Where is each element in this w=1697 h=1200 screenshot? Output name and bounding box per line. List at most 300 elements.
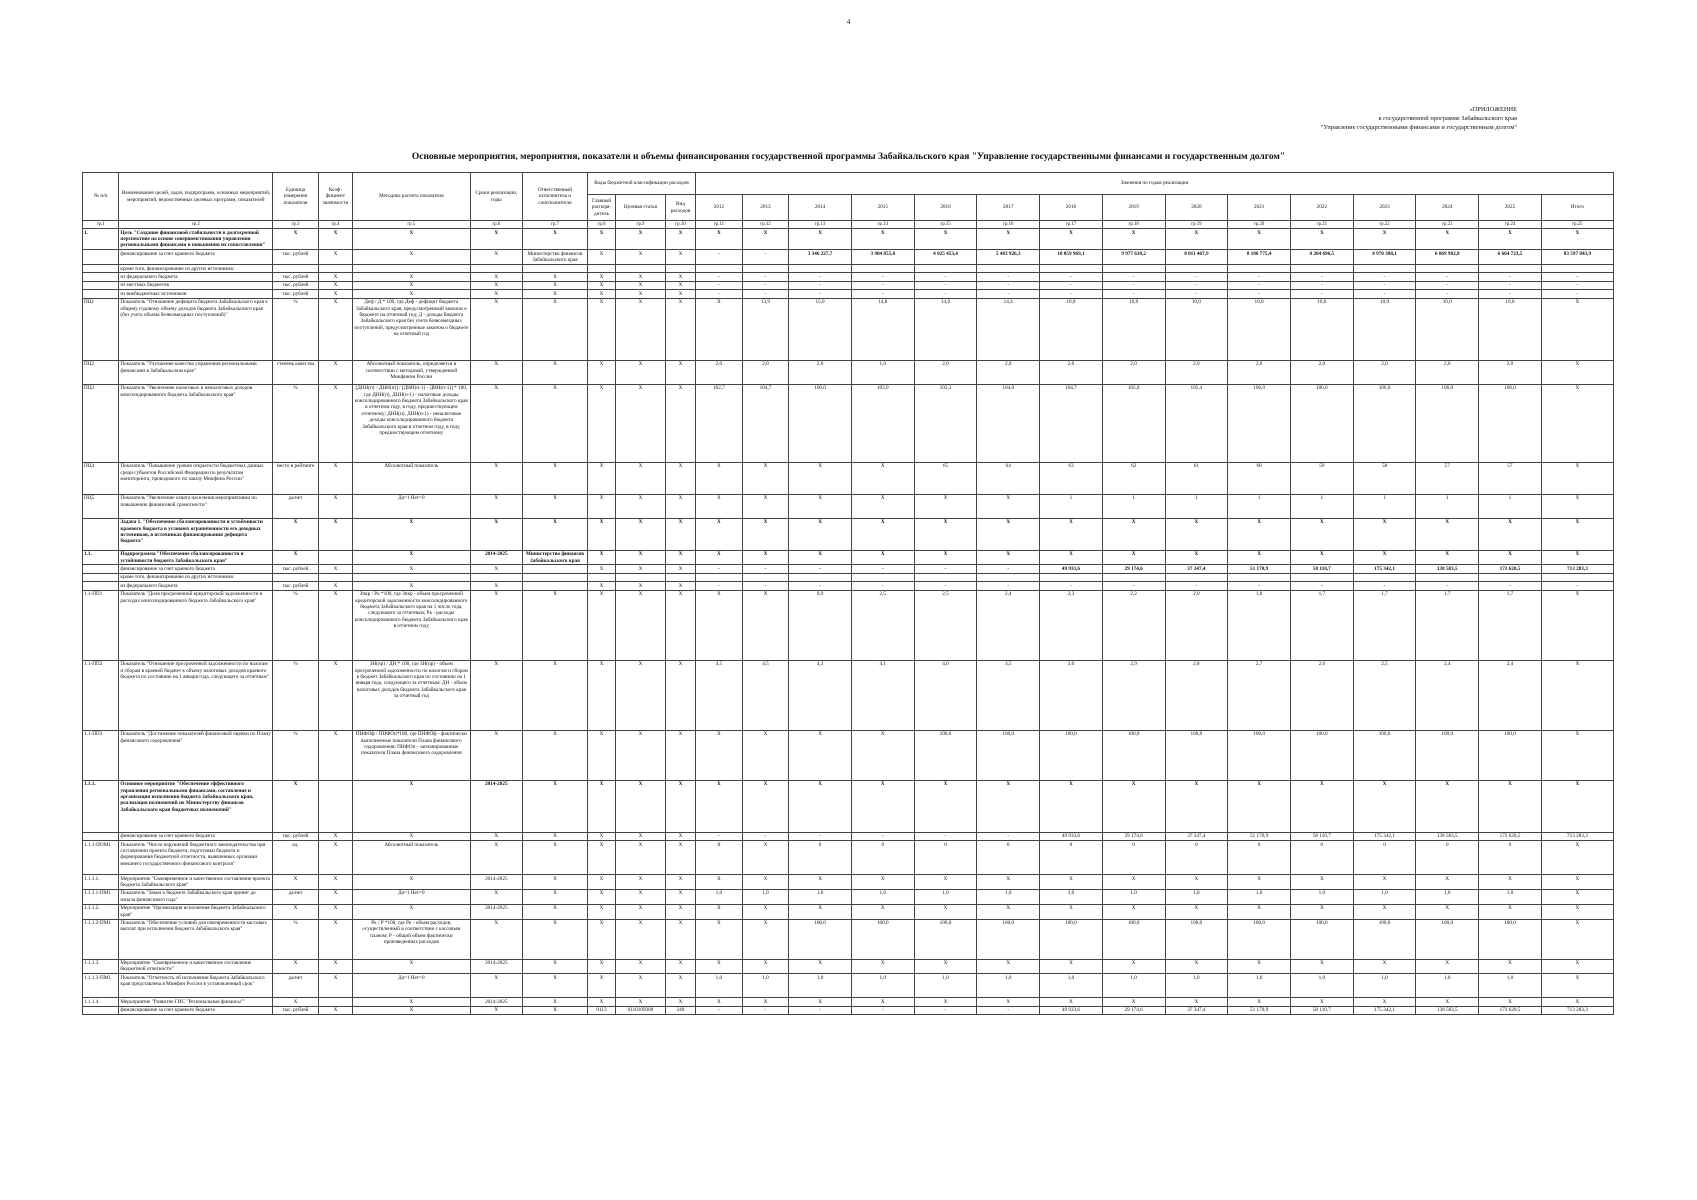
row-value-cell: 58 110,7 [1290, 832, 1353, 840]
row-value-cell: X [977, 780, 1040, 832]
row-coef-cell [318, 998, 352, 1006]
row-value-cell: 103,9 [851, 384, 914, 462]
row-value-cell: 37 347,4 [1165, 1006, 1228, 1014]
row-value-cell: X [851, 550, 914, 565]
row-coef-cell [318, 780, 352, 832]
row-value-cell: 0 [1228, 841, 1291, 875]
row-value-cell: 1 [1165, 494, 1228, 518]
row-value-cell: 100,0 [977, 730, 1040, 780]
row-value-cell: X [696, 919, 743, 959]
row-code-cell: X [665, 919, 695, 959]
row-terms-cell: X [470, 590, 523, 660]
row-value-cell: X [1353, 780, 1416, 832]
row-value-cell: X [1541, 780, 1613, 832]
row-value-cell: X [1040, 998, 1103, 1006]
row-value-cell: 1,0 [1416, 974, 1479, 998]
row-value-cell: 14,6 [914, 298, 977, 360]
row-code-cell: X [587, 875, 615, 890]
row-code-cell: X [616, 273, 666, 281]
row-code-cell: X [616, 290, 666, 298]
row-value-cell: X [789, 550, 852, 565]
row-value-cell: - [742, 250, 789, 265]
row-responsible-cell: X [523, 660, 588, 730]
row-value-cell: X [851, 904, 914, 919]
row-code-cell: X [616, 841, 666, 875]
row-responsible-cell: X [523, 780, 588, 832]
row-value-cell: X [1290, 959, 1353, 974]
row-coef-cell: X [318, 565, 352, 573]
row-value-cell: 8 204 696,5 [1290, 250, 1353, 265]
row-code-cell: X [587, 959, 615, 974]
row-value-cell: X [789, 998, 852, 1006]
header-responsible: Ответственный исполнитель и соисполнители [523, 173, 588, 221]
row-terms-cell: X [470, 841, 523, 875]
row-value-cell: - [851, 273, 914, 281]
row-value-cell: 0 [851, 841, 914, 875]
header-year: 2022 [1290, 195, 1353, 221]
row-value-cell: - [1165, 281, 1228, 289]
header-year: 2019 [1102, 195, 1165, 221]
row-value-cell: 49 933,6 [1040, 565, 1103, 573]
row-value-cell: X [1353, 229, 1416, 250]
row-terms-cell: X [470, 250, 523, 265]
row-value-cell [1040, 573, 1103, 581]
row-value-cell: X [1102, 550, 1165, 565]
appendix-line: «ПРИЛОЖЕНИЕ [1469, 106, 1517, 113]
row-value-cell [696, 265, 743, 273]
row-coef-cell: X [318, 250, 352, 265]
row-method-cell: X [353, 290, 470, 298]
row-value-cell: X [1228, 550, 1291, 565]
row-value-cell: - [742, 290, 789, 298]
row-terms-cell: X [470, 518, 523, 550]
row-code-cell: X [587, 462, 615, 494]
row-value-cell: - [1353, 273, 1416, 281]
row-value-cell: 29 174,6 [1102, 832, 1165, 840]
row-responsible-cell: X [523, 841, 588, 875]
row-name-cell: из внебюджетных источников [119, 290, 273, 298]
row-method-cell: X [353, 281, 470, 289]
header-codes: Коды бюджетной классификации расходов [587, 173, 695, 195]
row-value-cell: X [696, 550, 743, 565]
row-value-cell: - [1165, 290, 1228, 298]
row-value-cell: 1,0 [1040, 889, 1103, 904]
group-number-cell: гр.12 [742, 221, 789, 229]
row-name-cell: Мероприятие "Своевременное и качественное составление бюджетной отчетности" [119, 959, 273, 974]
row-value-cell: 175 342,1 [1353, 565, 1416, 573]
group-number-cell: гр.18 [1102, 221, 1165, 229]
row-coef-cell: X [318, 384, 352, 462]
row-coef-cell: X [318, 1006, 352, 1014]
row-value-cell: 173 620,5 [1479, 1006, 1542, 1014]
row-value-cell: - [1416, 273, 1479, 281]
table-row [83, 730, 1614, 780]
header-values: Значения по годам реализации [696, 173, 1614, 195]
row-value-cell: 1,0 [742, 974, 789, 998]
row-coef-cell [318, 573, 352, 581]
row-value-cell: X [1228, 959, 1291, 974]
row-code-cell: X [665, 384, 695, 462]
row-value-cell: X [696, 998, 743, 1006]
row-coef-cell: X [318, 959, 352, 974]
row-value-cell: X [1541, 462, 1613, 494]
row-unit-cell: да/нет [273, 494, 319, 518]
group-number-cell: гр.21 [1290, 221, 1353, 229]
row-value-cell [1353, 265, 1416, 273]
row-value-cell: - [851, 565, 914, 573]
row-value-cell: 58 110,7 [1290, 1006, 1353, 1014]
row-value-cell: X [1290, 229, 1353, 250]
row-responsible-cell: X [523, 889, 588, 904]
row-name-cell: Мероприятие "Развитие ГИС "Региональные финансы"" [119, 998, 273, 1006]
appendix-line: "Управление государственными финансами и государственным долгом" [1320, 124, 1517, 131]
row-code-cell: X [616, 462, 666, 494]
row-value-cell: X [1479, 959, 1542, 974]
table-row [83, 518, 1614, 550]
row-value-cell: - [977, 273, 1040, 281]
row-value-cell: 138 583,5 [1416, 832, 1479, 840]
row-value-cell: 49 933,6 [1040, 1006, 1103, 1014]
row-value-cell: 4,5 [696, 660, 743, 730]
row-code-cell [587, 265, 615, 273]
row-value-cell: 100,0 [1102, 730, 1165, 780]
row-value-cell: X [1040, 229, 1103, 250]
row-value-cell: X [914, 959, 977, 974]
group-number-cell: гр.5 [353, 221, 470, 229]
header-terms: Сроки реализации, годы [470, 173, 523, 221]
group-number-cell: гр.7 [523, 221, 588, 229]
row-value-cell: X [914, 229, 977, 250]
row-value-cell: X [977, 959, 1040, 974]
row-value-cell: 175 342,1 [1353, 832, 1416, 840]
row-value-cell: 10,0 [1040, 298, 1103, 360]
row-code-cell: X [616, 518, 666, 550]
row-value-cell: 104,7 [742, 384, 789, 462]
table-row [83, 384, 1614, 462]
row-code-cell: X [616, 875, 666, 890]
row-unit-cell: тыс. рублей [273, 832, 319, 840]
row-method-cell: X [353, 959, 470, 974]
row-value-cell: X [1102, 998, 1165, 1006]
row-value-cell: - [696, 290, 743, 298]
row-value-cell: X [742, 462, 789, 494]
row-value-cell: 0,9 [789, 590, 852, 660]
row-value-cell: X [789, 730, 852, 780]
row-value-cell: X [914, 875, 977, 890]
row-value-cell: 106,0 [1228, 384, 1291, 462]
row-value-cell [977, 573, 1040, 581]
row-value-cell: X [1416, 780, 1479, 832]
row-value-cell: 2,5 [914, 590, 977, 660]
row-value-cell: 1,0 [1353, 889, 1416, 904]
header-num: № п/п [83, 173, 119, 221]
row-value-cell: 2,0 [1290, 360, 1353, 384]
row-number-cell: 1.1.1-ПОМ1 [83, 841, 119, 875]
row-value-cell [1479, 265, 1542, 273]
row-method-cell: X [353, 565, 470, 573]
row-code-cell: X [616, 780, 666, 832]
row-responsible-cell: X [523, 273, 588, 281]
row-code-cell: X [665, 998, 695, 1006]
document-title: Основные мероприятия, мероприятия, показатели и объемы финансирования государственной программы Забайкальского края "Управление государственными финансами и государственным долгом" [411, 152, 1286, 162]
row-value-cell: 51 170,9 [1228, 832, 1291, 840]
row-value-cell: 37 347,4 [1165, 565, 1228, 573]
table-row [83, 919, 1614, 959]
row-code-cell [665, 573, 695, 581]
row-responsible-cell: X [523, 832, 588, 840]
row-code-cell: X [587, 660, 615, 730]
row-number-cell: 1.1.1.3-ПМ1 [83, 974, 119, 998]
row-value-cell: X [1353, 998, 1416, 1006]
row-value-cell: 2,0 [1353, 360, 1416, 384]
row-value-cell: - [914, 281, 977, 289]
group-number-cell: гр.1 [83, 221, 119, 229]
row-value-cell: 83 597 843,9 [1541, 250, 1613, 265]
table-row [83, 590, 1614, 660]
table-row [83, 998, 1614, 1006]
row-method-cell [353, 573, 470, 581]
row-method-cell: [ДНН(п) - ДНН(п)] / [ДНН(п-1) - ДНН(п-1)] * 100, где ДНН(п), ДНН(п-1) - налоговые доходы консолидированного бюджета Забайкальского края в отчетном году, в году, предшествующем отчетному; ДНН(п), ДНН(п-1) - неналоговые доходы консолидированного бюджета Забайкальского края в отчетном году, в году, предшествующем отчетному [353, 384, 470, 462]
row-terms-cell: 2014-2025 [470, 904, 523, 919]
row-value-cell: X [1541, 660, 1613, 730]
row-terms-cell [470, 265, 523, 273]
row-responsible-cell: X [523, 959, 588, 974]
row-unit-cell: % [273, 730, 319, 780]
header-year: 2021 [1228, 195, 1291, 221]
row-value-cell: - [1353, 281, 1416, 289]
header-name: Наименование целей, задач, подпрограмм, основных мероприятий, мероприятий, ведомственных целевых программ, показателей [119, 173, 273, 221]
group-number-cell: гр.8 [587, 221, 615, 229]
header-year: 2013 [742, 195, 789, 221]
row-value-cell: - [851, 582, 914, 590]
row-value-cell: 138 583,5 [1416, 565, 1479, 573]
row-value-cell: X [1479, 904, 1542, 919]
row-value-cell: X [742, 919, 789, 959]
row-number-cell: 1.1.1.3. [83, 959, 119, 974]
row-number-cell [83, 832, 119, 840]
row-code-cell: X [616, 660, 666, 730]
row-value-cell: 2,5 [1353, 660, 1416, 730]
row-value-cell: - [851, 1006, 914, 1014]
row-name-cell: Мероприятие "Организация исполнения бюджета Забайкальского края" [119, 904, 273, 919]
row-method-cell: X [353, 250, 470, 265]
table-row [83, 550, 1614, 565]
row-value-cell: 64 [977, 462, 1040, 494]
row-value-cell: 1,0 [789, 889, 852, 904]
row-code-cell: X [587, 360, 615, 384]
row-value-cell: - [977, 582, 1040, 590]
row-terms-cell: 2014-2025 [470, 875, 523, 890]
row-value-cell: 1,0 [851, 360, 914, 384]
row-method-cell: X [353, 875, 470, 890]
row-unit-cell: степень качества [273, 360, 319, 384]
row-responsible-cell: X [523, 290, 588, 298]
row-value-cell: 1,7 [1290, 590, 1353, 660]
row-code-cell: X [616, 384, 666, 462]
row-method-cell: Деф / Д * 100, где Деф - дефицит бюджета Забайкальского края, предусмотренный законом о бюджете на отчетный год; Д - доходы бюджета Забайкальского края без учета безвозмездных поступлений, предусмотренные законом о бюджете на отчетный год [353, 298, 470, 360]
row-code-cell: X [616, 360, 666, 384]
row-value-cell: 1,0 [1416, 889, 1479, 904]
row-value-cell: 100,0 [914, 919, 977, 959]
row-value-cell: 1,0 [914, 889, 977, 904]
row-responsible-cell [523, 573, 588, 581]
row-responsible-cell: X [523, 518, 588, 550]
row-value-cell [789, 573, 852, 581]
row-value-cell: X [696, 904, 743, 919]
row-value-cell: X [789, 494, 852, 518]
row-code-cell: X [587, 229, 615, 250]
row-value-cell: 60 [1228, 462, 1291, 494]
row-value-cell: X [1541, 360, 1613, 384]
row-value-cell: X [1353, 959, 1416, 974]
row-value-cell: 2,4 [1479, 660, 1542, 730]
row-value-cell: X [1541, 875, 1613, 890]
row-value-cell [1165, 265, 1228, 273]
row-number-cell [83, 1006, 119, 1014]
table-row [83, 959, 1614, 974]
row-value-cell: X [789, 875, 852, 890]
row-code-cell: X [587, 919, 615, 959]
row-method-cell: Рк / Р *100, где Рк - объем расходов, осуществленный в соответствии с кассовым планом; Р - общий объем фактически произведенных расходов [353, 919, 470, 959]
row-value-cell [977, 265, 1040, 273]
row-value-cell [1290, 265, 1353, 273]
row-value-cell: X [1541, 904, 1613, 919]
row-number-cell: 1.1.1.2-ПМ1 [83, 919, 119, 959]
row-value-cell: 1,0 [789, 974, 852, 998]
row-value-cell: - [696, 565, 743, 573]
row-value-cell [1290, 573, 1353, 581]
row-code-cell: X [616, 590, 666, 660]
row-responsible-cell: X [523, 904, 588, 919]
row-coef-cell: X [318, 229, 352, 250]
row-value-cell: 2,2 [1102, 590, 1165, 660]
row-value-cell: - [977, 290, 1040, 298]
row-name-cell: Цель "Создание финансовой стабильности в долгосрочной перспективе на основе совершенствования управления региональными финансами и повышения их сопоставления" [119, 229, 273, 250]
row-value-cell: X [1040, 959, 1103, 974]
row-terms-cell: 2014-2025 [470, 550, 523, 565]
row-value-cell: - [789, 582, 852, 590]
row-coef-cell: X [318, 494, 352, 518]
row-code-cell: X [665, 875, 695, 890]
row-value-cell: 37 347,4 [1165, 832, 1228, 840]
row-value-cell: X [696, 462, 743, 494]
row-value-cell: X [1165, 229, 1228, 250]
row-value-cell: X [1541, 494, 1613, 518]
row-code-cell: X [587, 780, 615, 832]
row-code-cell: X [665, 550, 695, 565]
group-number-cell: гр.9 [616, 221, 666, 229]
header-code-main: Главный распоря-дитель [587, 195, 615, 221]
row-value-cell: X [1541, 889, 1613, 904]
row-code-cell: X [665, 229, 695, 250]
row-terms-cell [470, 573, 523, 581]
row-code-cell: X [587, 974, 615, 998]
row-code-cell: X [665, 281, 695, 289]
row-value-cell: - [789, 290, 852, 298]
row-value-cell: 29 174,6 [1102, 1006, 1165, 1014]
row-value-cell: X [977, 904, 1040, 919]
row-value-cell: - [914, 273, 977, 281]
row-code-cell: 240 [665, 1006, 695, 1014]
row-coef-cell [318, 550, 352, 565]
row-value-cell: 13,9 [742, 298, 789, 360]
row-value-cell: X [696, 494, 743, 518]
row-value-cell: 6 664 723,5 [1479, 250, 1542, 265]
row-value-cell: X [1479, 518, 1542, 550]
row-value-cell: X [1290, 875, 1353, 890]
group-number-cell: гр.14 [851, 221, 914, 229]
row-value-cell: X [851, 959, 914, 974]
row-number-cell: ПЦ3 [83, 384, 119, 462]
row-terms-cell: X [470, 832, 523, 840]
row-value-cell: X [789, 229, 852, 250]
row-number-cell [83, 565, 119, 573]
row-code-cell: X [616, 229, 666, 250]
row-name-cell: из местных бюджетов [119, 281, 273, 289]
row-value-cell: X [914, 494, 977, 518]
row-value-cell [742, 573, 789, 581]
row-value-cell: 1,0 [1479, 889, 1542, 904]
header-method: Методика расчета показателя [353, 173, 470, 221]
row-value-cell: 1,7 [1353, 590, 1416, 660]
header-year: 2025 [1479, 195, 1542, 221]
row-code-cell: X [665, 250, 695, 265]
row-name-cell: Основное мероприятие "Обеспечение эффективного управления региональными финансами, составление и организация исполнения бюджета Забайкальского края, реализация полномочий по Министерству финансов Забайкальского края бюджетных полномочий" [119, 780, 273, 832]
row-coef-cell: X [318, 919, 352, 959]
row-value-cell: X [851, 229, 914, 250]
row-value-cell: - [1541, 281, 1613, 289]
row-value-cell: 104,0 [977, 384, 1040, 462]
row-value-cell: - [742, 273, 789, 281]
row-value-cell: - [1541, 582, 1613, 590]
row-value-cell: - [696, 582, 743, 590]
row-value-cell [1541, 573, 1613, 581]
row-value-cell: 2,8 [1165, 660, 1228, 730]
row-value-cell: - [1479, 281, 1542, 289]
row-code-cell: X [616, 298, 666, 360]
row-method-cell: Абсолютный показатель, определяется в соответствии с методикой, утвержденной Минфином России [353, 360, 470, 384]
row-value-cell [789, 265, 852, 273]
row-value-cell: X [1102, 229, 1165, 250]
row-unit-cell: тыс. рублей [273, 281, 319, 289]
row-terms-cell: X [470, 889, 523, 904]
row-method-cell: X [353, 518, 470, 550]
row-code-cell: X [616, 565, 666, 573]
row-method-cell: Зпкр / Рк *100, где Зпкр - объем просроченной кредиторской задолженности консолидированного бюджета Забайкальского края на 1 число года, следующего за отчетным; Рк - расходы консолидированного бюджета Забайкальского края в отчетном году [353, 590, 470, 660]
page-number: 4 [846, 18, 851, 26]
row-value-cell: 5 483 926,3 [977, 250, 1040, 265]
row-value-cell: 10,0 [1290, 298, 1353, 360]
row-number-cell: 1.1-ПП1 [83, 590, 119, 660]
row-terms-cell: X [470, 730, 523, 780]
row-terms-cell: 2014-2025 [470, 998, 523, 1006]
row-unit-cell: место в рейтинге [273, 462, 319, 494]
row-code-cell: X [616, 832, 666, 840]
row-value-cell: X [789, 959, 852, 974]
row-unit-cell [273, 265, 319, 273]
row-coef-cell [318, 265, 352, 273]
row-value-cell: 100,0 [1228, 919, 1291, 959]
row-value-cell [1165, 573, 1228, 581]
row-name-cell: Задача 1. "Обеспечение сбалансированности и устойчивости краевого бюджета в условиях ограниченности его доходных источников, в источниках финансирования дефицита бюджета" [119, 518, 273, 550]
row-number-cell [83, 281, 119, 289]
row-value-cell [1040, 265, 1103, 273]
row-value-cell: 2,0 [1102, 360, 1165, 384]
row-value-cell: X [1353, 518, 1416, 550]
row-name-cell: финансирование за счет краевого бюджета [119, 832, 273, 840]
row-number-cell: ПЦ4 [83, 462, 119, 494]
row-number-cell: 1.1.1.2. [83, 904, 119, 919]
